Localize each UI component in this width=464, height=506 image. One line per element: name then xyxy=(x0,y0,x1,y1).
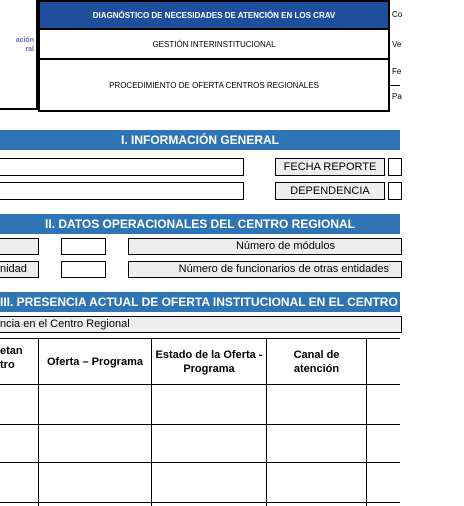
ops-field-1[interactable] xyxy=(61,238,106,255)
section-2-title: II. DATOS OPERACIONALES DEL CENTRO REGIONAL xyxy=(0,214,400,234)
document-subtitle: GESTIÓN INTERINSTITUCIONAL xyxy=(38,30,390,60)
ops-field-2[interactable] xyxy=(61,261,106,278)
document-procedure: PROCEDIMIENTO DE OFERTA CENTROS REGIONALES xyxy=(38,60,390,112)
document-title: DIAGNÓSTICO DE NECESIDADES DE ATENCIÓN EN LOS CRAV xyxy=(38,0,390,30)
funcionarios-label: Número de funcionarios de otras entidades xyxy=(128,261,402,278)
field-1[interactable] xyxy=(0,158,244,176)
modulos-label: Número de módulos xyxy=(128,238,402,255)
meta-page: Pa xyxy=(392,92,402,101)
table-header-oferta: Oferta – Programa xyxy=(47,355,143,368)
section-3-title: III. PRESENCIA ACTUAL DE OFERTA INSTITUCIONAL EN EL CENTRO REGIONAL xyxy=(0,292,400,312)
meta-version: Ve xyxy=(392,40,402,49)
fecha-reporte-label: FECHA REPORTE xyxy=(275,158,385,176)
logo-text: ación ral xyxy=(15,37,34,53)
table-header-extra xyxy=(367,339,400,384)
meta-code: Co xyxy=(392,10,403,19)
table-header-canal: Canal de atención xyxy=(293,348,340,375)
dependencia-label: DEPENDENCIA xyxy=(275,182,385,200)
dependencia-field[interactable] xyxy=(388,182,402,200)
table-header-cell-1: etan tro xyxy=(0,345,23,371)
meta-date: Fe xyxy=(392,67,402,76)
ops-label-2: nidad xyxy=(0,261,39,278)
fecha-reporte-field[interactable] xyxy=(388,158,402,176)
field-2[interactable] xyxy=(0,182,244,200)
offer-table xyxy=(0,338,400,506)
presence-subheader: ncia en el Centro Regional xyxy=(0,316,402,333)
ops-label-1 xyxy=(0,238,39,255)
header-block xyxy=(0,0,403,112)
table-header-estado: Estado de la Oferta - Programa xyxy=(155,348,263,375)
meta-column xyxy=(390,0,403,112)
section-1-title: I. INFORMACIÓN GENERAL xyxy=(0,130,400,150)
logo-cell xyxy=(0,0,38,110)
